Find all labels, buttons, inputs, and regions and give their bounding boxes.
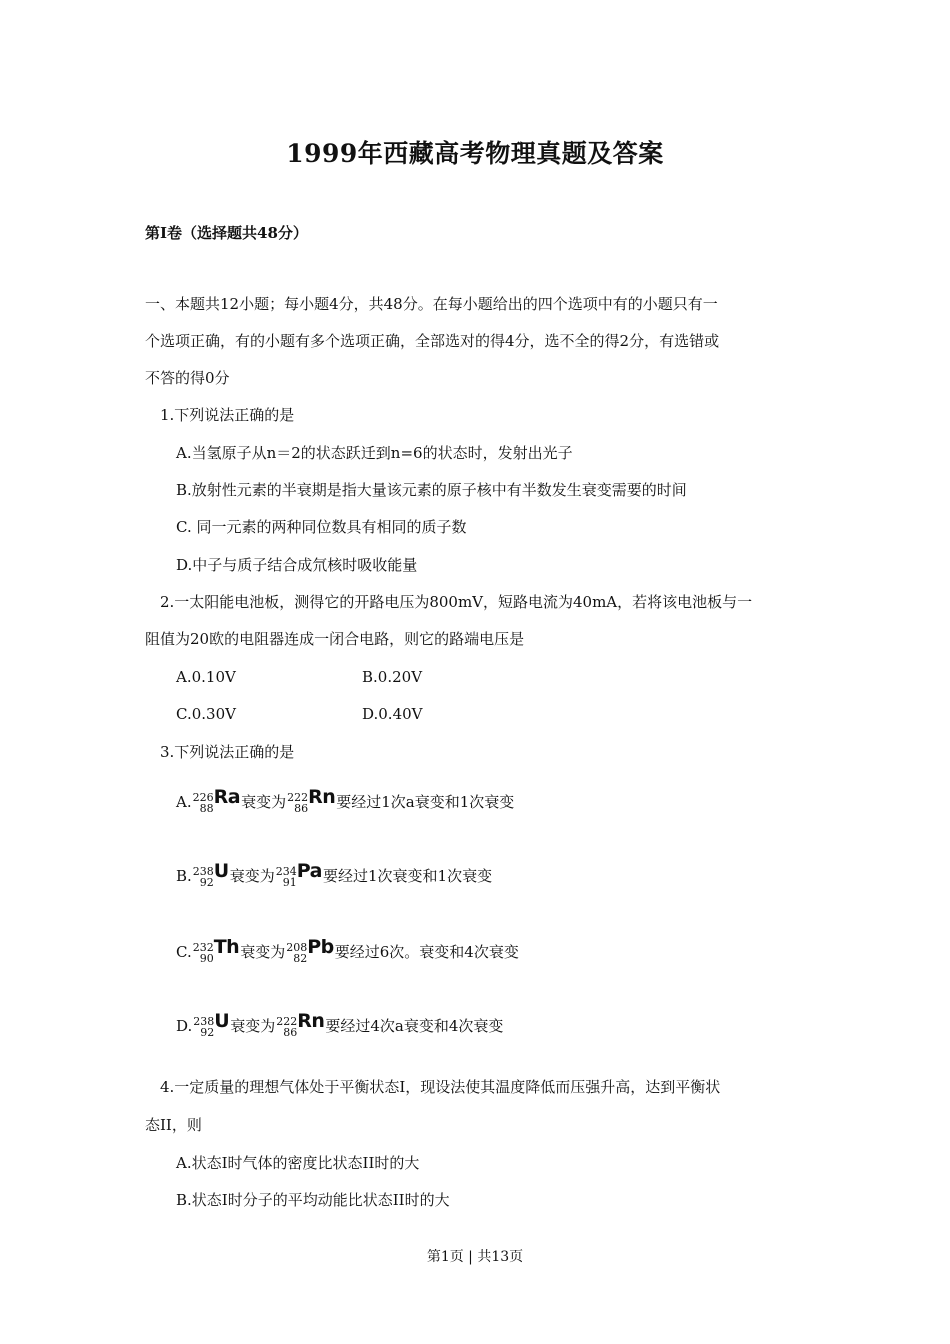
nuclide-radon [287,786,336,815]
atomic-number: 92 [199,876,214,889]
question-3-option-d [176,1010,504,1039]
atomic-number: 86 [294,802,309,815]
mass-number: 226 [192,791,214,804]
atomic-number: 86 [283,1026,298,1039]
question-2-option-d: D.0.40V [362,705,423,723]
option-tail: 要经过1次衰变和1次衰变 [323,867,493,885]
element-symbol: U [213,860,229,882]
atomic-number: 92 [200,1026,215,1039]
nuclide-radon [276,1010,325,1039]
question-3-option-a [176,786,515,815]
atomic-number: 90 [199,952,214,965]
element-symbol: Th [213,936,240,958]
atomic-number: 91 [282,876,297,889]
mass-number: 234 [275,865,297,878]
question-2-stem-line-2: 阻值为20欧的电阻器连成一闭合电路，则它的路端电压是 [145,630,525,648]
nuclide-uranium [192,860,229,889]
question-2-option-c: C.0.30V [176,705,236,723]
instructions-line-2: 个选项正确，有的小题有多个选项正确，全部选对的得4分，选不全的得2分，有选错或 [145,332,720,350]
element-symbol: Ra [213,786,241,808]
option-letter: B. [176,867,192,885]
mass-number: 222 [287,791,309,804]
option-tail: 要经过6次。衰变和4次衰变 [334,943,519,961]
question-1-stem: 1.下列说法正确的是 [160,406,295,424]
decay-verb: 衰变为 [230,1017,276,1035]
decay-verb: 衰变为 [240,943,286,961]
mass-number: 208 [286,941,308,954]
nuclide-lead [286,936,334,965]
decay-verb: 衰变为 [241,793,287,811]
question-4-stem-line-2: 态II，则 [145,1116,202,1134]
nuclide-thorium [192,936,240,965]
question-1-option-b: B.放射性元素的半衰期是指大量该元素的原子核中有半数发生衰变需要的时间 [176,481,687,499]
instructions-line-1: 一、本题共12小题；每小题4分，共48分。在每小题给出的四个选项中有的小题只有一 [145,295,718,313]
question-2-option-b: B.0.20V [362,668,423,686]
atomic-number: 88 [199,802,214,815]
question-1-option-c: C. 同一元素的两种同位数具有相同的质子数 [176,518,467,536]
option-tail: 要经过4次a衰变和4次衰变 [325,1017,504,1035]
element-symbol: Rn [297,1010,325,1032]
nuclide-protactinium [275,860,322,889]
nuclide-uranium [193,1010,230,1039]
question-4-option-a: A.状态I时气体的密度比状态II时的大 [176,1154,420,1172]
element-symbol: Pb [307,936,334,958]
question-4-option-b: B.状态I时分子的平均动能比状态II时的大 [176,1191,450,1209]
question-2-stem-line-1: 2.一太阳能电池板，测得它的开路电压为800mV，短路电流为40mA，若将该电池板与一 [160,593,753,611]
question-3-option-b [176,860,493,889]
question-3-stem: 3.下列说法正确的是 [160,743,295,761]
decay-verb: 衰变为 [229,867,275,885]
option-letter: C. [176,943,192,961]
atomic-number: 82 [293,952,308,965]
mass-number: 232 [192,941,214,954]
document-title: 1999年西藏高考物理真题及答案 [286,139,664,168]
page-footer: 第1页 | 共13页 [426,1249,524,1265]
question-4-stem-line-1: 4.一定质量的理想气体处于平衡状态I，现设法使其温度降低而压强升高，达到平衡状 [160,1078,721,1096]
mass-number: 238 [193,1015,215,1028]
question-1-option-a: A.当氢原子从n＝2的状态跃迁到n=6的状态时，发射出光子 [176,444,573,462]
mass-number: 222 [276,1015,298,1028]
option-letter: A. [176,793,192,811]
element-symbol: Pa [296,860,322,882]
option-letter: D. [176,1017,193,1035]
instructions-line-3: 不答的得0分 [145,369,230,387]
question-1-option-d: D.中子与质子结合成氘核时吸收能量 [176,556,418,574]
nuclide-radium [192,786,241,815]
mass-number: 238 [192,865,214,878]
question-2-option-a: A.0.10V [176,668,236,686]
question-3-option-c [176,936,519,965]
element-symbol: Rn [308,786,336,808]
option-tail: 要经过1次a衰变和1次衰变 [336,793,515,811]
element-symbol: U [214,1010,230,1032]
section-heading: 第I卷（选择题共48分） [145,224,308,242]
